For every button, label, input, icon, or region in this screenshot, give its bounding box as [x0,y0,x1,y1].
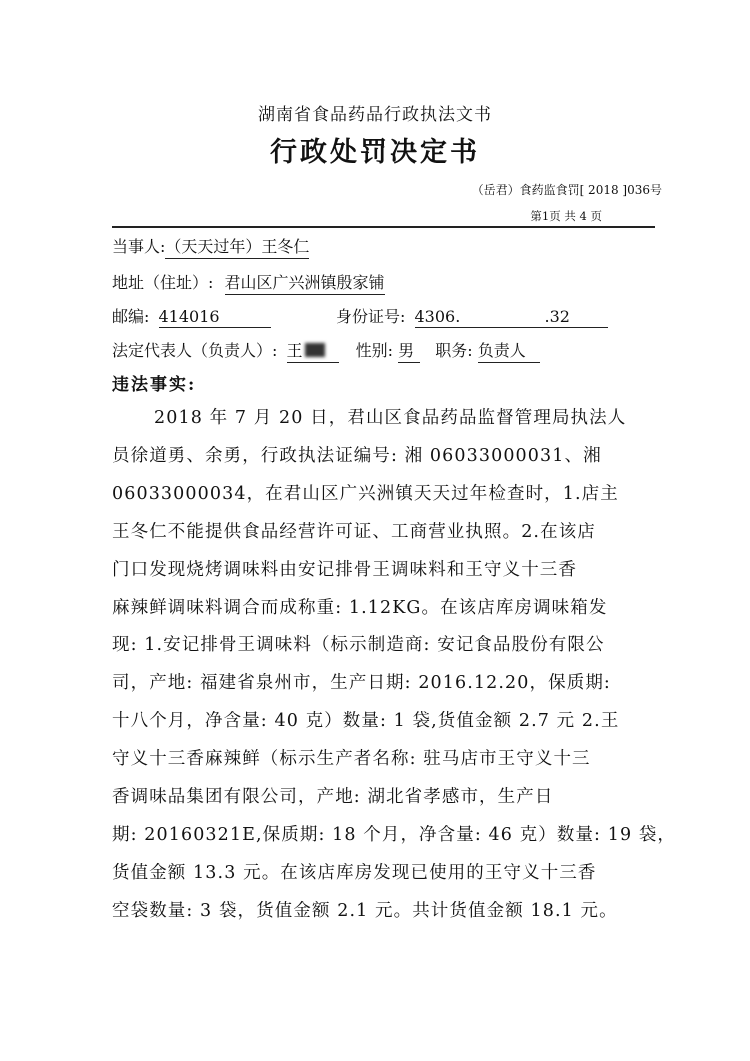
facts-line: 2018 年 7 月 20 日，君山区食品药品监督管理局执法人 [154,408,627,428]
facts-line: 守义十三香麻辣鲜（标示生产者名称: 驻马店市王守义十三 [112,749,591,770]
party-row [112,234,309,259]
position-value: 负责人 [478,338,540,363]
gender-label: 性别: [355,341,393,360]
postcode-row [112,304,271,328]
document-title: 行政处罚决定书 [270,137,480,168]
legal-rep-row [112,338,540,363]
id-number [415,307,608,328]
facts-line: 期: 20160321E,保质期: 18 个月，净含量: 46 克）数量: 19 袋， [112,824,677,845]
facts-line: 门口发现烧烤调味料由安记排骨王调味料和王守义十三香 [112,559,577,580]
party-label: 当事人: [112,237,166,256]
legal-rep-label: 法定代表人（负责人）: [112,341,278,360]
address-row [112,270,385,295]
postcode-label: 邮编: [112,307,150,326]
legal-rep-value [287,338,339,363]
redaction-mark [305,343,325,357]
document-number: （岳君）食药监食罚[ 2018 ]036号 [471,183,662,197]
facts-heading: 违法事实: [112,375,197,395]
id-suffix: .32 [544,307,570,326]
facts-body [112,400,677,931]
facts-line: 香调味品集团有限公司，产地: 湖北省孝感市，生产日 [112,787,554,808]
facts-line: 王冬仁不能提供食品经营许可证、工商营业执照。2.在该店 [112,521,596,542]
id-row [336,304,608,328]
address-label: 地址（住址）: [112,273,214,292]
party-value: （天天过年）王冬仁 [165,234,309,259]
header-divider [112,226,655,228]
facts-line: 货值金额 13.3 元。在该店库房发现已使用的王守义十三香 [112,862,597,883]
page-info: 第1页 共 4 页 [530,209,602,223]
id-label: 身份证号: [336,307,406,326]
facts-line: 空袋数量: 3 袋，货值金额 2.1 元。共计货值金额 18.1 元。 [112,900,618,921]
id-prefix: 4306. [414,307,461,326]
address-value: 君山区广兴洲镇殷家铺 [225,270,385,295]
legal-rep-name: 王 [286,341,303,360]
postcode-value: 414016 [159,307,271,328]
facts-line: 十八个月，净含量: 40 克）数量: 1 袋,货值金额 2.7 元 2.王 [112,711,620,732]
position-label: 职务: [435,341,473,360]
facts-line: 现: 1.安记排骨王调味料（标示制造商: 安记食品股份有限公 [112,635,605,656]
facts-line: 06033000034，在君山区广兴洲镇天天过年检查时，1.店主 [112,483,619,504]
facts-line: 司，产地: 福建省泉州市，生产日期: 2016.12.20，保质期: [112,673,611,694]
facts-line: 员徐道勇、余勇，行政执法证编号: 湘 06033000031、湘 [112,445,602,466]
agency-title: 湖南省食品药品行政执法文书 [258,105,492,125]
facts-line: 麻辣鲜调味料调合而成称重: 1.12KG。在该店库房调味箱发 [112,597,608,618]
gender-value: 男 [398,338,420,363]
